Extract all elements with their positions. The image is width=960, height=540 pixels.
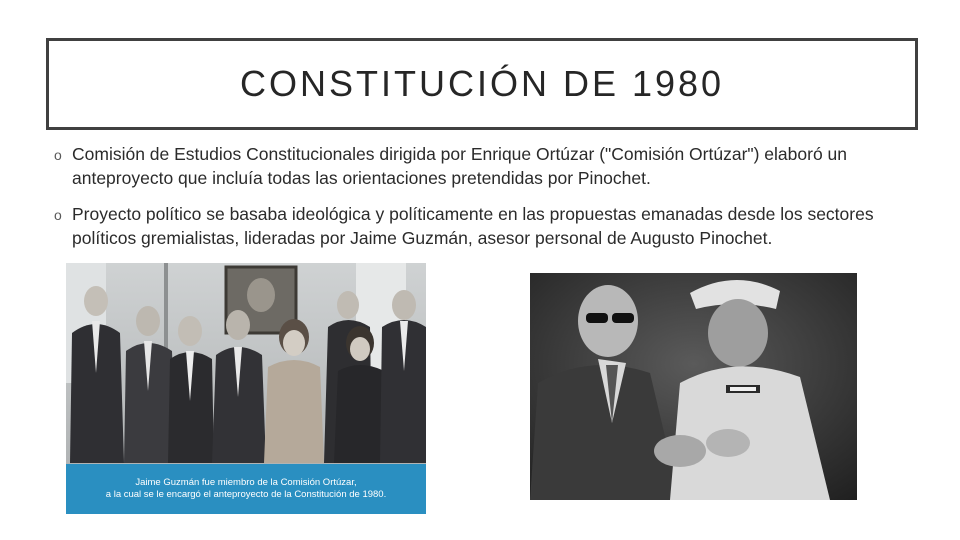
bullet-text: Proyecto político se basaba ideológica y políticamente en las propuestas emanadas desde los sectores políticos gremialistas, lideradas por Jaime Guzmán, asesor personal de Augusto Pinochet.	[72, 204, 874, 248]
caption-line-1: Jaime Guzmán fue miembro de la Comisión Ortúzar,	[135, 477, 357, 488]
bullet-list	[54, 142, 924, 262]
bullet-item	[54, 142, 924, 190]
guzman-pinochet-photo	[530, 273, 857, 500]
bullet-text: Comisión de Estudios Constitucionales dirigida por Enrique Ortúzar ("Comisión Ortúzar") elaboró un anteproyecto que incluía todas las orientaciones pretendidas por Pinochet.	[72, 144, 847, 188]
bullet-marker: o	[54, 147, 62, 163]
title-box	[46, 38, 918, 130]
caption-line-2: a la cual se le encargó el anteproyecto de la Constitución de 1980.	[105, 489, 387, 500]
embrace-photo-illustration	[530, 273, 857, 500]
commission-group-photo	[66, 263, 426, 514]
photo-caption	[66, 464, 426, 514]
slide-title: CONSTITUCIÓN DE 1980	[239, 63, 725, 104]
bullet-item	[54, 202, 924, 250]
bullet-marker: o	[54, 207, 62, 223]
